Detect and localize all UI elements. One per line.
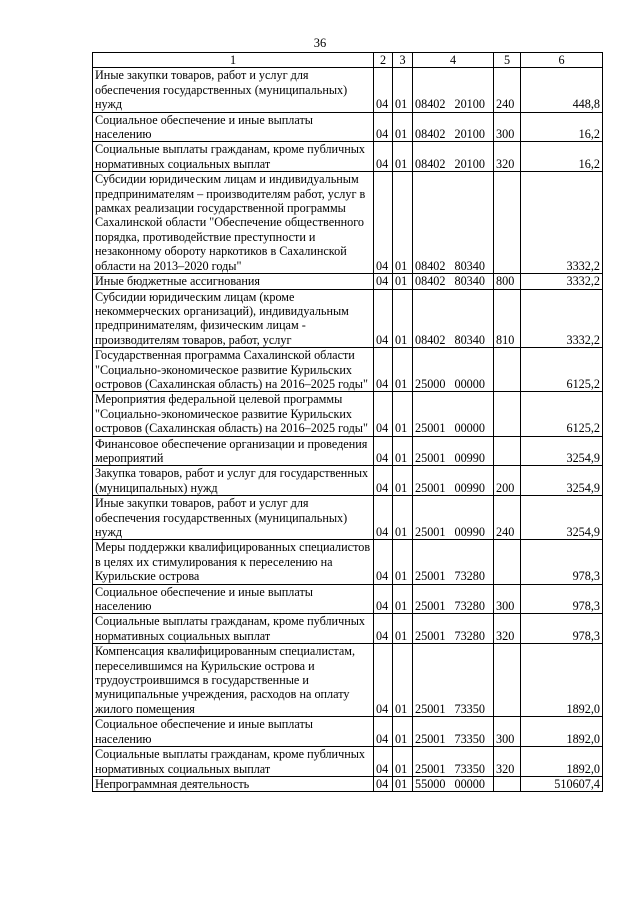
table-row [93,142,603,172]
row-target-code [413,436,494,466]
row-section: 04 [374,584,393,614]
row-name: Иные бюджетные ассигнования [93,274,374,289]
row-target-code [413,584,494,614]
row-target-code-direction: 20100 [454,127,485,142]
row-target-code-direction: 73350 [454,701,485,716]
row-target-code-direction: 73280 [454,628,485,643]
row-target-code [413,776,494,791]
row-amount: 1892,0 [521,644,603,717]
row-section: 04 [374,142,393,172]
row-target-code-direction: 00990 [454,525,485,539]
row-section: 04 [374,644,393,717]
row-target-code [413,172,494,274]
row-target-code-program: 25001 [415,525,446,539]
row-target-code-program: 25001 [415,569,446,584]
row-target-code-program: 08402 [415,156,446,171]
row-expense-type [494,348,521,392]
table-row [93,747,603,777]
row-expense-type: 300 [494,584,521,614]
row-expense-type: 300 [494,717,521,747]
row-subsection: 01 [393,466,413,496]
row-expense-type [494,392,521,436]
row-subsection: 01 [393,274,413,289]
row-name: Меры поддержки квалифицированных специалистов в целях их стимулирования к переселению на Курильские острова [93,540,374,584]
table-row [93,584,603,614]
row-expense-type: 810 [494,289,521,348]
row-section: 04 [374,172,393,274]
row-section: 04 [374,274,393,289]
row-subsection: 01 [393,172,413,274]
table-row [93,289,603,348]
row-section: 04 [374,496,393,540]
row-expense-type: 200 [494,466,521,496]
row-amount: 1892,0 [521,717,603,747]
row-section: 04 [374,112,393,142]
row-amount: 448,8 [521,68,603,112]
row-subsection: 01 [393,112,413,142]
row-target-code [413,142,494,172]
row-section: 04 [374,289,393,348]
table-row [93,348,603,392]
row-target-code-program: 08402 [415,274,446,289]
row-subsection: 01 [393,289,413,348]
row-subsection: 01 [393,717,413,747]
row-target-code-program: 25001 [415,450,446,465]
row-target-code-program: 08402 [415,97,446,112]
row-amount: 6125,2 [521,348,603,392]
header-cell: 2 [374,53,393,68]
row-target-code-direction: 00990 [454,480,485,495]
row-target-code [413,540,494,584]
row-name: Государственная программа Сахалинской области "Социально-экономическое развитие Курильских островов (Сахалинская область) на 2016–2025 годы" [93,348,374,392]
row-name: Социальные выплаты гражданам, кроме публичных нормативных социальных выплат [93,142,374,172]
row-subsection: 01 [393,584,413,614]
row-name: Социальное обеспечение и иные выплаты населению [93,584,374,614]
row-target-code [413,496,494,540]
row-target-code-program: 55000 [415,776,446,791]
row-section: 04 [374,348,393,392]
row-target-code-program: 25001 [415,761,446,776]
row-target-code [413,614,494,644]
header-cell: 6 [521,53,603,68]
row-subsection: 01 [393,496,413,540]
row-target-code [413,112,494,142]
row-section: 04 [374,717,393,747]
row-section: 04 [374,392,393,436]
row-name: Социальные выплаты гражданам, кроме публичных нормативных социальных выплат [93,614,374,644]
row-amount: 978,3 [521,540,603,584]
row-target-code-direction: 20100 [454,156,485,171]
row-subsection: 01 [393,614,413,644]
table-row [93,392,603,436]
header-cell: 1 [93,53,374,68]
row-amount: 3332,2 [521,289,603,348]
row-target-code [413,644,494,717]
row-target-code-program: 25001 [415,731,446,746]
row-section: 04 [374,747,393,777]
row-section: 04 [374,436,393,466]
row-subsection: 01 [393,68,413,112]
row-target-code [413,68,494,112]
row-expense-type: 320 [494,142,521,172]
row-name: Закупка товаров, работ и услуг для государственных (муниципальных) нужд [93,466,374,496]
row-target-code-program: 25001 [415,599,446,614]
table-row [93,540,603,584]
table-row [93,172,603,274]
row-amount: 3254,9 [521,496,603,540]
header-cell: 3 [393,53,413,68]
table-row [93,436,603,466]
row-expense-type [494,436,521,466]
row-name: Финансовое обеспечение организации и проведения мероприятий [93,436,374,466]
row-expense-type [494,776,521,791]
row-expense-type [494,540,521,584]
row-subsection: 01 [393,747,413,777]
row-name: Иные закупки товаров, работ и услуг для обеспечения государственных (муниципальных) нужд [93,496,374,540]
row-target-code-direction: 20100 [454,97,485,112]
row-target-code-direction: 80340 [454,258,485,273]
row-section: 04 [374,466,393,496]
table-row [93,68,603,112]
row-amount: 978,3 [521,614,603,644]
table-row [93,776,603,791]
row-target-code-direction: 00000 [454,376,485,391]
row-target-code-direction: 73280 [454,599,485,614]
row-amount: 3254,9 [521,436,603,466]
row-target-code [413,466,494,496]
table-row [93,274,603,289]
budget-table [92,52,603,792]
row-name: Непрограммная деятельность [93,776,374,791]
row-target-code [413,392,494,436]
row-expense-type: 300 [494,112,521,142]
row-target-code-program: 25000 [415,376,446,391]
row-target-code-program: 08402 [415,332,446,347]
table-row [93,466,603,496]
row-expense-type [494,172,521,274]
row-amount: 6125,2 [521,392,603,436]
row-target-code-direction: 00000 [454,776,485,791]
table-row [93,112,603,142]
table-row [93,496,603,540]
table-row [93,614,603,644]
row-name: Мероприятия федеральной целевой программы "Социально-экономическое развитие Курильских островов (Сахалинская область) на 2016–2025 годы" [93,392,374,436]
row-name: Субсидии юридическим лицам и индивидуальным предпринимателям – производителям работ, услуг в рамках реализации государственной программы Сахалинской области "Обеспечение общественного порядка, противодействие преступности и незаконному обороту наркотиков в Сахалинской области на 2013–2020 годы" [93,172,374,274]
row-target-code-program: 25001 [415,421,446,436]
row-amount: 3332,2 [521,172,603,274]
row-target-code-program: 25001 [415,480,446,495]
row-expense-type: 320 [494,747,521,777]
row-section: 04 [374,776,393,791]
row-amount: 510607,4 [521,776,603,791]
table-row [93,717,603,747]
row-target-code-direction: 80340 [454,332,485,347]
row-target-code-direction: 80340 [454,274,485,289]
header-cell: 4 [413,53,494,68]
row-name: Иные закупки товаров, работ и услуг для обеспечения государственных (муниципальных) нужд [93,68,374,112]
row-name: Субсидии юридическим лицам (кроме некоммерческих организаций), индивидуальным предпринимателям, физическим лицам - производителям товаров, работ, услуг [93,289,374,348]
row-target-code [413,274,494,289]
row-section: 04 [374,614,393,644]
page-number: 36 [313,36,327,50]
row-subsection: 01 [393,776,413,791]
row-subsection: 01 [393,436,413,466]
row-subsection: 01 [393,540,413,584]
row-subsection: 01 [393,392,413,436]
row-target-code [413,289,494,348]
row-target-code-direction: 00000 [454,421,485,436]
row-target-code [413,348,494,392]
row-amount: 1892,0 [521,747,603,777]
row-name: Социальное обеспечение и иные выплаты населению [93,717,374,747]
row-name: Компенсация квалифицированным специалистам, переселившимся на Курильские острова и трудоустроившимся в государственные и муниципальные учреждения, расходов на оплату жилого помещения [93,644,374,717]
header-cell: 5 [494,53,521,68]
row-name: Социальные выплаты гражданам, кроме публичных нормативных социальных выплат [93,747,374,777]
row-target-code-direction: 73280 [454,569,485,584]
row-target-code-program: 25001 [415,701,446,716]
row-expense-type: 320 [494,614,521,644]
row-subsection: 01 [393,142,413,172]
row-target-code-program: 08402 [415,258,446,273]
row-target-code [413,747,494,777]
row-target-code-program: 25001 [415,628,446,643]
row-target-code-direction: 73350 [454,731,485,746]
row-name: Социальное обеспечение и иные выплаты населению [93,112,374,142]
row-expense-type: 240 [494,68,521,112]
row-expense-type [494,644,521,717]
row-target-code [413,717,494,747]
row-section: 04 [374,540,393,584]
row-subsection: 01 [393,348,413,392]
row-subsection: 01 [393,644,413,717]
table-header-row [93,53,603,68]
row-amount: 978,3 [521,584,603,614]
row-amount: 16,2 [521,142,603,172]
table-row [93,644,603,717]
row-target-code-program: 08402 [415,127,446,142]
row-amount: 3254,9 [521,466,603,496]
row-expense-type: 240 [494,496,521,540]
row-target-code-direction: 00990 [454,450,485,465]
row-section: 04 [374,68,393,112]
row-amount: 16,2 [521,112,603,142]
row-target-code-direction: 73350 [454,761,485,776]
row-expense-type: 800 [494,274,521,289]
row-amount: 3332,2 [521,274,603,289]
